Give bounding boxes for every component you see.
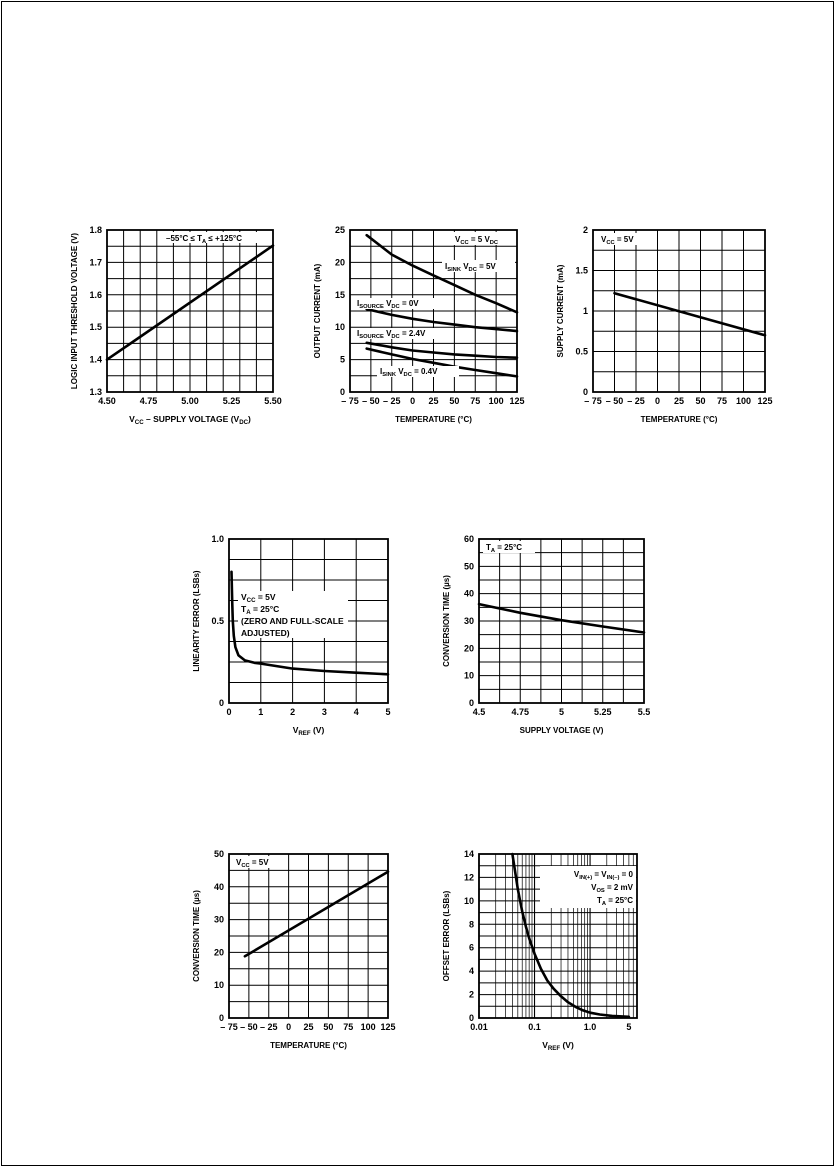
x-tick-label: 75 [716,396,728,406]
x-tick-label: 125 [509,396,525,406]
subscript: SINK [382,372,396,378]
y-tick-label: 1.7 [89,257,102,268]
y-axis-label: CONVERSION TIME (µs) [192,890,201,982]
y-tick-label: 6 [468,942,474,953]
y-tick-label: 4 [468,966,474,977]
subscript: REF [547,1045,561,1052]
subscript: SOURCE [359,304,384,310]
x-axis-label [542,1040,574,1052]
text-part: V [455,235,461,244]
y-tick-label: 40 [213,881,224,892]
text-part: V [383,329,392,338]
text-part: ) [248,414,251,424]
text-part: = 25°C [250,604,280,614]
text-part: ≤ +125°C [206,234,243,243]
x-tick-label: 1 [258,707,264,717]
x-tick-label: – 75 [220,1022,238,1032]
text-part: = 5V [614,235,634,244]
y-tick-label: 0 [468,1013,474,1023]
y-tick-label: 60 [463,534,474,544]
x-axis-label: SUPPLY VOLTAGE (V) [519,726,604,735]
text-part: V [129,414,135,424]
x-tick-label: 50 [695,396,706,406]
y-tick-label: 10 [213,980,224,991]
text-part: V [241,592,247,602]
adjust-note-line1: (ZERO AND FULL-SCALE [241,616,344,626]
x-tick-label: 5.00 [181,396,199,406]
text-part: T [241,604,247,614]
y-tick-label: 10 [463,670,474,681]
y-tick-label: 0 [218,1013,224,1023]
x-tick-label: – 50 [240,1022,258,1032]
x-tick-label: 5.25 [222,396,241,406]
text-part: I [445,262,448,271]
y-tick-label: 1 [582,306,588,316]
text-part: I [380,367,383,376]
y-tick-label: 1.0 [211,534,224,544]
x-tick-label: – 75 [341,396,359,406]
y-tick-label: 1.5 [89,322,102,333]
text-part: = V [592,870,607,879]
x-tick-label: 125 [757,396,773,406]
y-tick-label: 1.5 [575,265,588,276]
y-tick-label: 50 [213,849,224,859]
subscript: A [601,901,606,907]
chart-3 [556,225,773,424]
subscript: CC [606,240,615,246]
adjust-note-line2: ADJUSTED) [241,628,290,638]
y-axis-label: SUPPLY CURRENT (mA) [556,264,565,358]
y-tick-label: 0.5 [211,616,224,626]
x-tick-label: 5 [626,1022,632,1032]
x-tick-label: – 25 [627,396,645,406]
y-tick-label: 0 [218,698,224,708]
y-tick-label: 12 [463,872,474,883]
y-tick-label: 20 [463,643,474,654]
x-tick-label: 25 [673,396,685,406]
x-tick-label: 0 [410,396,416,406]
x-tick-label: 5.5 [637,707,651,717]
y-tick-label: 14 [463,849,474,859]
y-tick-label: 8 [468,919,474,930]
series-line [367,309,517,331]
text-part: V [236,858,242,867]
text-part: = 5 V [468,235,490,244]
y-tick-label: 1.8 [89,225,102,235]
chart-1 [70,225,282,426]
subscript: DC [239,419,249,426]
text-part: = 0 [619,870,633,879]
subscript: A [246,609,251,616]
text-part: = 0V [399,299,419,308]
text-part: = 5V [255,592,276,602]
text-part: V [542,1040,548,1050]
text-part: I [357,329,360,338]
x-tick-label: 5.25 [593,707,612,717]
x-tick-label: 0 [654,396,661,406]
y-axis-label: OUTPUT CURRENT (mA) [313,263,322,359]
text-part: = 5V [249,858,269,867]
y-tick-label: 30 [463,616,474,626]
text-part: T [596,896,602,905]
subscript: IN(+) [579,875,593,881]
x-tick-label: 50 [323,1022,334,1032]
x-tick-label: 4.5 [472,707,486,717]
x-tick-label: 5.50 [264,396,282,406]
y-axis-label: CONVERSION TIME (µs) [442,575,451,667]
x-tick-label: 4.75 [139,396,158,406]
text-part: = 25°C [606,896,633,905]
y-tick-label: 0 [468,698,474,708]
x-tick-label: 75 [343,1022,354,1032]
x-tick-label: 100 [360,1022,376,1032]
text-part: V [395,367,404,376]
subscript: CC [460,240,469,246]
text-part: = 5V [476,262,496,271]
subscript: REF [298,730,311,737]
text-part: –55°C ≤ T [166,234,203,243]
y-tick-label: 2 [582,225,588,235]
x-tick-label: 50 [449,396,460,406]
text-part: T [486,543,491,552]
x-tick-label: 125 [380,1022,396,1032]
x-tick-label: 25 [303,1022,314,1032]
text-part: = 0.4V [411,367,438,376]
subscript: DC [489,240,499,246]
text-part: – SUPPLY VOLTAGE (V [143,414,240,424]
subscript: OS [596,888,605,894]
subscript: A [490,548,496,554]
series-line [367,343,517,358]
subscript: CC [134,419,144,426]
x-tick-label: 0.01 [470,1022,488,1032]
text-part: I [357,299,360,308]
x-tick-label: – 75 [584,396,602,406]
x-tick-label: 100 [735,396,752,406]
chart-2 [313,225,525,424]
y-tick-label: 5 [339,354,345,365]
chart-5 [442,534,650,735]
x-tick-label: 0 [286,1022,292,1032]
y-tick-label: 50 [463,561,474,572]
y-tick-label: 15 [334,289,345,300]
y-axis-label: OFFSET ERROR (LSBs) [442,890,451,982]
y-tick-label: 0.5 [575,346,588,357]
subscript: SINK [447,267,461,273]
y-tick-label: 1.3 [89,387,102,397]
subscript: DC [391,334,400,340]
y-tick-label: 0 [339,387,345,397]
y-tick-label: 1.4 [89,354,102,365]
text-part: V [601,235,607,244]
text-part: (V) [310,725,325,735]
subscript: A [202,239,207,245]
text-part: = 25°C [495,543,523,552]
text-part: = 2 mV [604,883,633,892]
x-tick-label: 5 [385,707,391,717]
x-tick-label: 0.1 [528,1022,541,1032]
text-part: V [460,262,469,271]
y-tick-label: 25 [334,225,345,235]
x-axis-label [293,725,325,737]
x-axis-label: TEMPERATURE (°C) [270,1041,347,1050]
x-axis-label: TEMPERATURE (°C) [395,415,472,424]
y-tick-label: 10 [334,322,345,333]
x-tick-label: 1.0 [583,1022,597,1032]
series-line [615,293,766,335]
text-part: (V) [560,1040,574,1050]
subscript: CC [246,597,256,604]
subscript: CC [241,863,250,869]
x-tick-label: – 25 [382,396,401,406]
y-tick-label: 20 [213,947,224,958]
y-tick-label: 2 [468,989,474,1000]
x-tick-label: 3 [321,707,327,717]
subscript: IN(–) [606,875,620,881]
subscript: DC [391,304,400,310]
y-tick-label: 1.6 [89,289,102,300]
text-part: V [573,870,580,879]
x-tick-label: 0 [226,707,232,717]
text-part: V [591,883,597,892]
x-tick-label: 4.75 [511,707,530,717]
x-tick-label: 75 [470,396,481,406]
x-axis-label [129,414,251,426]
x-tick-label: 4 [353,707,359,717]
x-tick-label: – 50 [605,396,624,406]
x-tick-label: 5 [558,707,565,717]
x-tick-label: 25 [428,396,439,406]
subscript: DC [468,267,477,273]
x-tick-label: 2 [290,707,296,717]
y-tick-label: 30 [213,914,224,925]
x-tick-label: – 25 [259,1022,278,1032]
series-line [245,872,388,957]
text-part: V [292,725,299,735]
chart-6 [192,849,396,1050]
x-tick-label: 4.50 [98,396,116,406]
y-axis-label: LOGIC INPUT THRESHOLD VOLTAGE (V) [70,232,79,390]
y-tick-label: 40 [463,588,474,599]
text-part: V [383,299,392,308]
subscript: DC [403,372,412,378]
subscript: SOURCE [359,334,384,340]
x-axis-label: TEMPERATURE (°C) [640,415,718,424]
x-tick-label: – 50 [362,396,380,406]
x-tick-label: 100 [488,396,504,406]
text-part: = 2.4V [399,329,426,338]
y-tick-label: 10 [463,895,474,906]
y-tick-label: 20 [334,257,345,268]
y-tick-label: 0 [582,387,588,397]
y-axis-label: LINEARITY ERROR (LSBs) [192,570,201,672]
